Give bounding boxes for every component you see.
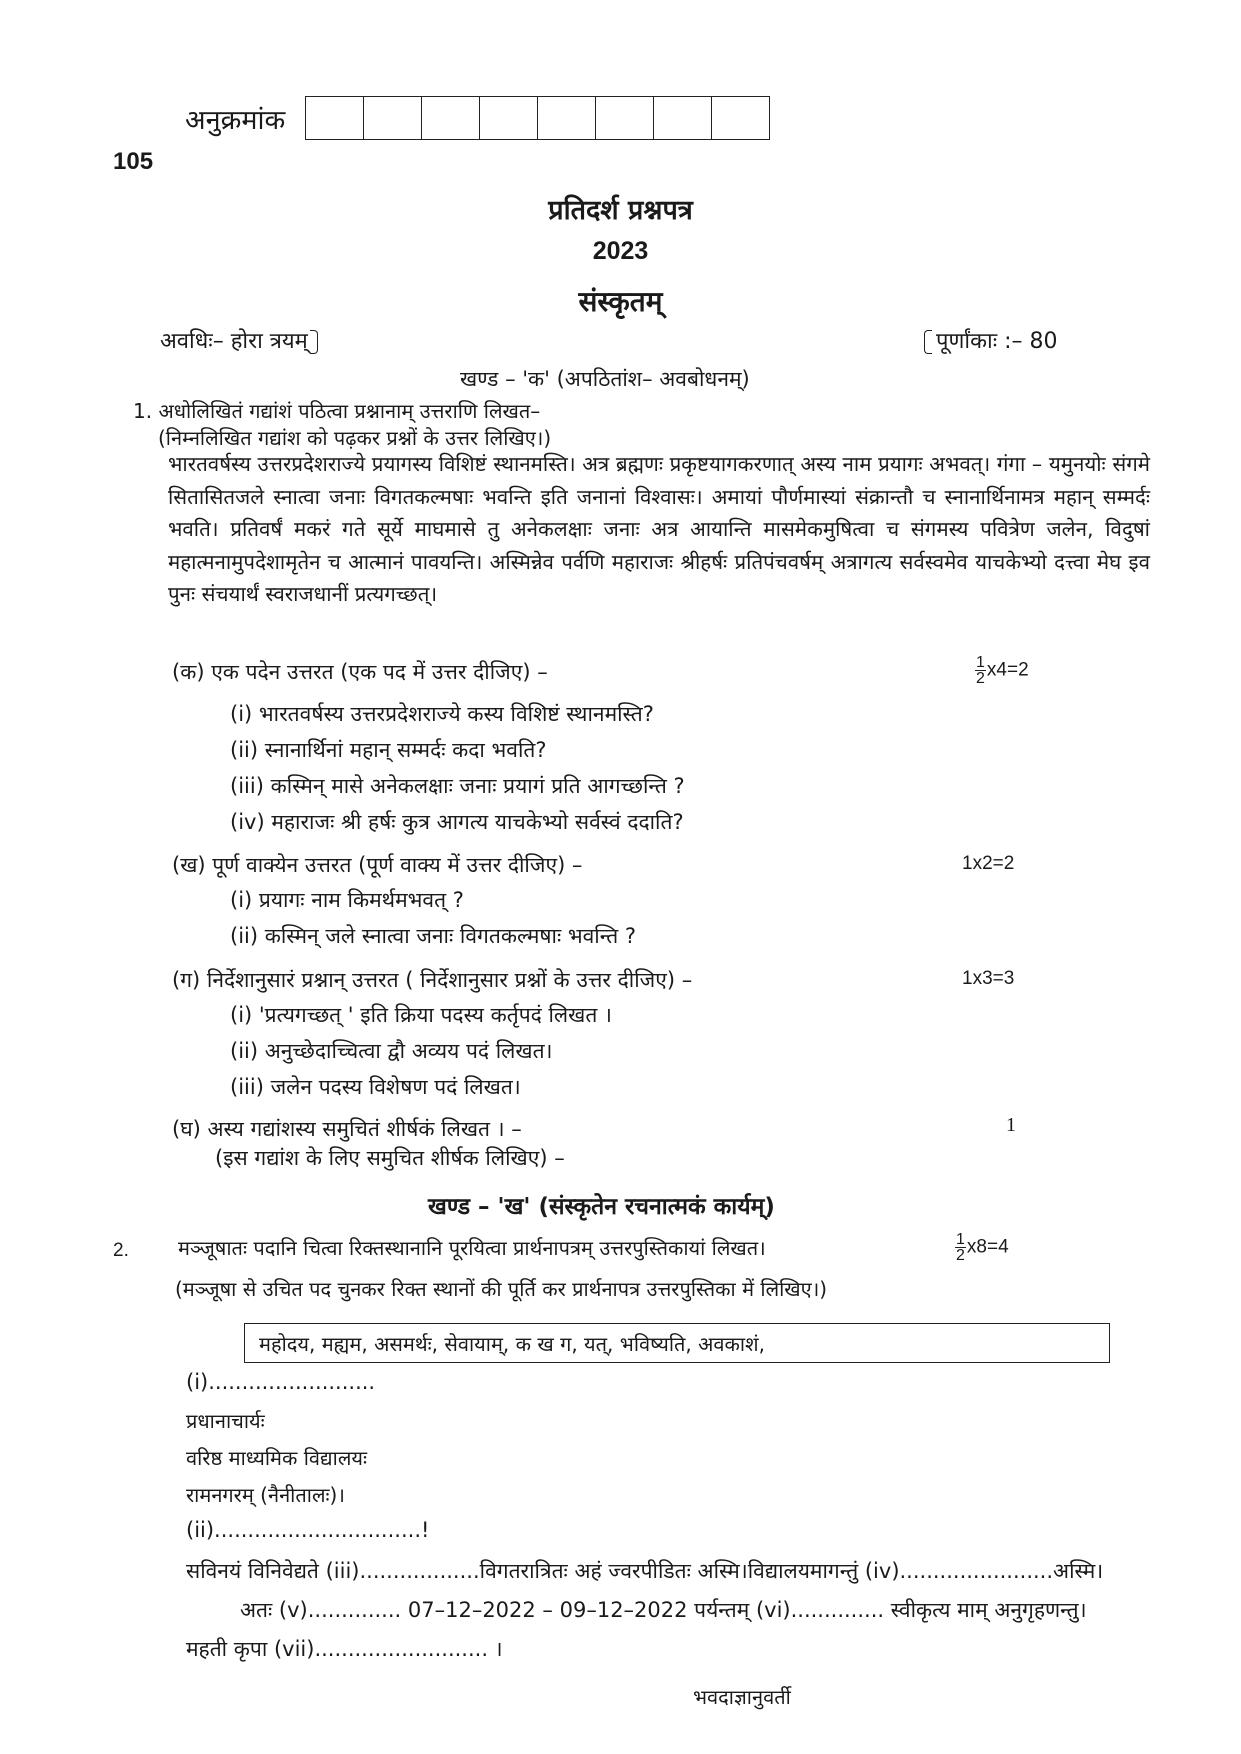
bracket-open [924, 330, 932, 354]
q1-ga-item: (ii) अनुच्छेदाच्चित्वा द्वौ अव्यय पदं लिखत। [230, 1039, 553, 1063]
q1-kha-label: (ख) पूर्ण वाक्येन उत्तरत (पूर्ण वाक्य में उत्तर दीजिए) – [172, 853, 583, 877]
section-a-heading: खण्ड – 'क' (अपठितांश– अवबोधनम्) [460, 367, 750, 391]
q1-ka-item: (iii) कस्मिन् मासे अनेकलक्षाः जनाः प्रयागं प्रति आगच्छन्ति ? [230, 774, 685, 798]
duration [160, 325, 318, 355]
q2-instruction-hindi: (मञ्जूषा से उचित पद चुनकर रिक्त स्थानों की पूर्ति कर प्रार्थनापत्र उत्तरपुस्तिका में लिखिए।) [175, 1277, 828, 1301]
fraction: $\frac{1}{2}$ [976, 654, 985, 687]
letter-school: वरिष्ठ माध्यमिक विद्यालयः [186, 1446, 368, 1470]
passage: भारतवर्षस्य उत्तरप्रदेशराज्ये प्रयागस्य विशिष्टं स्थानमस्ति। अत्र ब्रह्मणः प्रकृष्टयागकरणात् अस्य नाम प्रयागः अभवत्। गंगा – यमुनयोः संगमे सितासितजले स्नात्वा जनाः विगतकल्मषाः भवन्ति इति जनानां विश्वासः। अमायां पौर्णमास्यां संक्रान्तौ च स्नानार्थिनामत्र महान् सम्मर्दः भवति। प्रतिवर्षं मकरं गते सूर्ये माघमासे तु अनेकलक्षाः जनाः अत्र आयान्ति मासमेकमुषित्वा च संगमस्य पवित्रेण जलेन, विदुषां महात्मनामुपदेशामृतेन च आत्मानं पावयन्ति। अस्मिन्नेव पर्वणि महाराजः श्रीहर्षः प्रतिपंचवर्षम् अत्रागत्य सर्वस्वमेव याचकेभ्यो दत्त्वा मेघ इव पुनः संचयार्थं स्वराजधानीं प्रत्यगच्छत्। [168, 452, 1150, 606]
letter-blank-i: (i)......................... [186, 1370, 376, 1394]
letter-body-line: सविनयं विनिवेद्यते (iii)..................विगतरात्रितः अहं ज्वरपीडितः अस्मि।विद्यालयमागन्तुं (iv).......................अस्मि। [186, 1559, 1104, 1583]
q1-kha-marks: 1x2=2 [962, 853, 1015, 874]
q1-ga-item: (i) 'प्रत्यगच्छत् ' इति क्रिया पदस्य कर्तृपदं लिखत । [230, 1003, 612, 1027]
duration-text: अवधिः– होरा त्रयम् [160, 329, 308, 354]
roll-number-cell[interactable] [480, 97, 538, 139]
roll-number-cell[interactable] [654, 97, 712, 139]
max-marks [924, 325, 1058, 355]
paper-code: 105 [113, 148, 154, 175]
paper-title: प्रतिदर्श प्रश्नपत्र [548, 195, 693, 226]
roll-number-label: अनुक्रमांक [185, 105, 286, 136]
q1-ga-label: (ग) निर्देशानुसारं प्रश्नान् उत्तरत ( निर्देशानुसार प्रश्नों के उत्तर दीजिए) – [172, 968, 693, 992]
bracket-close [310, 330, 318, 354]
q1-ka-item: (ii) स्नानार्थिनां महान् सम्मर्दः कदा भवति? [230, 738, 547, 762]
q1-ka-marks: $\frac{1}{2}$ x4=2 [976, 654, 1029, 687]
q1-instruction-hindi: (निम्नलिखित गद्यांश को पढ़कर प्रश्नों के उत्तर लिखिए।) [158, 426, 552, 450]
q2-number: 2. [113, 1240, 129, 1261]
fraction: $\frac{1}{2}$ [956, 1231, 965, 1264]
q1-ga-item: (iii) जलेन पदस्य विशेषण पदं लिखत। [230, 1075, 521, 1099]
q1-ka-item: (i) भारतवर्षस्य उत्तरप्रदेशराज्ये कस्य विशिष्टं स्थानमस्ति? [230, 702, 654, 726]
q1-kha-item: (ii) कस्मिन् जले स्नात्वा जनाः विगतकल्मषाः भवन्ति ? [230, 924, 637, 948]
max-marks-text: पूर्णांकाः :– 80 [936, 329, 1058, 354]
letter-blank-ii: (ii)...............................! [186, 1518, 430, 1542]
q1-gha-marks: 1 [1006, 1114, 1016, 1136]
q2-instruction: मञ्जूषातः पदानि चित्वा रिक्तस्थानानि पूरयित्वा प्रार्थनापत्रम् उत्तरपुस्तिकायां लिखत। [178, 1236, 766, 1260]
q1-ka-item: (iv) महाराजः श्री हर्षः कुत्र आगत्य याचकेभ्यो सर्वस्वं ददाति? [230, 810, 684, 834]
q2-marks: $\frac{1}{2}$ x8=4 [956, 1231, 1009, 1264]
word-box-text: महोदय, मह्यम, असमर्थः, सेवायाम्, क ख ग, यत्, भविष्यति, अवकाशं, [259, 1332, 766, 1356]
word-box [244, 1323, 1110, 1363]
roll-number-cell[interactable] [306, 97, 364, 139]
subject-title: संस्कृतम् [578, 285, 663, 318]
paper-year: 2023 [592, 237, 649, 265]
roll-number-boxes[interactable] [305, 96, 770, 140]
letter-place: रामनगरम् (नैनीतालः)। [186, 1483, 345, 1507]
q1-ka-label: (क) एक पदेन उत्तरत (एक पद में उत्तर दीजिए) – [172, 660, 548, 684]
section-b-heading: खण्ड – 'ख' (संस्कृतेन रचनात्मकं कार्यम्) [428, 1194, 775, 1220]
roll-number-cell[interactable] [364, 97, 422, 139]
letter-body-line: महती कृपा (vii).......................... । [186, 1637, 503, 1661]
roll-number-cell[interactable] [596, 97, 654, 139]
q1-ga-marks: 1x3=3 [962, 968, 1015, 989]
q1-instruction: 1. अधोलिखितं गद्यांशं पठित्वा प्रश्नानाम् उत्तराणि लिखत– [133, 399, 541, 423]
roll-number-cell[interactable] [538, 97, 596, 139]
q1-gha-label: (घ) अस्य गद्यांशस्य समुचितं शीर्षकं लिखत । – [172, 1117, 522, 1141]
letter-body-line: अतः (v).............. 07–12–2022 – 09–12–2022 पर्यन्तम् (vi).............. स्वीकृत्य माम् अनुगृहणन्तु। [240, 1598, 1087, 1622]
roll-number-cell[interactable] [422, 97, 480, 139]
q1-gha-label-hindi: (इस गद्यांश के लिए समुचित शीर्षक लिखिए) – [215, 1146, 565, 1170]
q1-kha-item: (i) प्रयागः नाम किमर्थमभवत् ? [230, 888, 464, 912]
letter-closing: भवदाज्ञानुवर्ती [693, 1685, 791, 1709]
roll-number-cell[interactable] [712, 97, 769, 139]
letter-addressee: प्रधानाचार्यः [186, 1409, 265, 1433]
